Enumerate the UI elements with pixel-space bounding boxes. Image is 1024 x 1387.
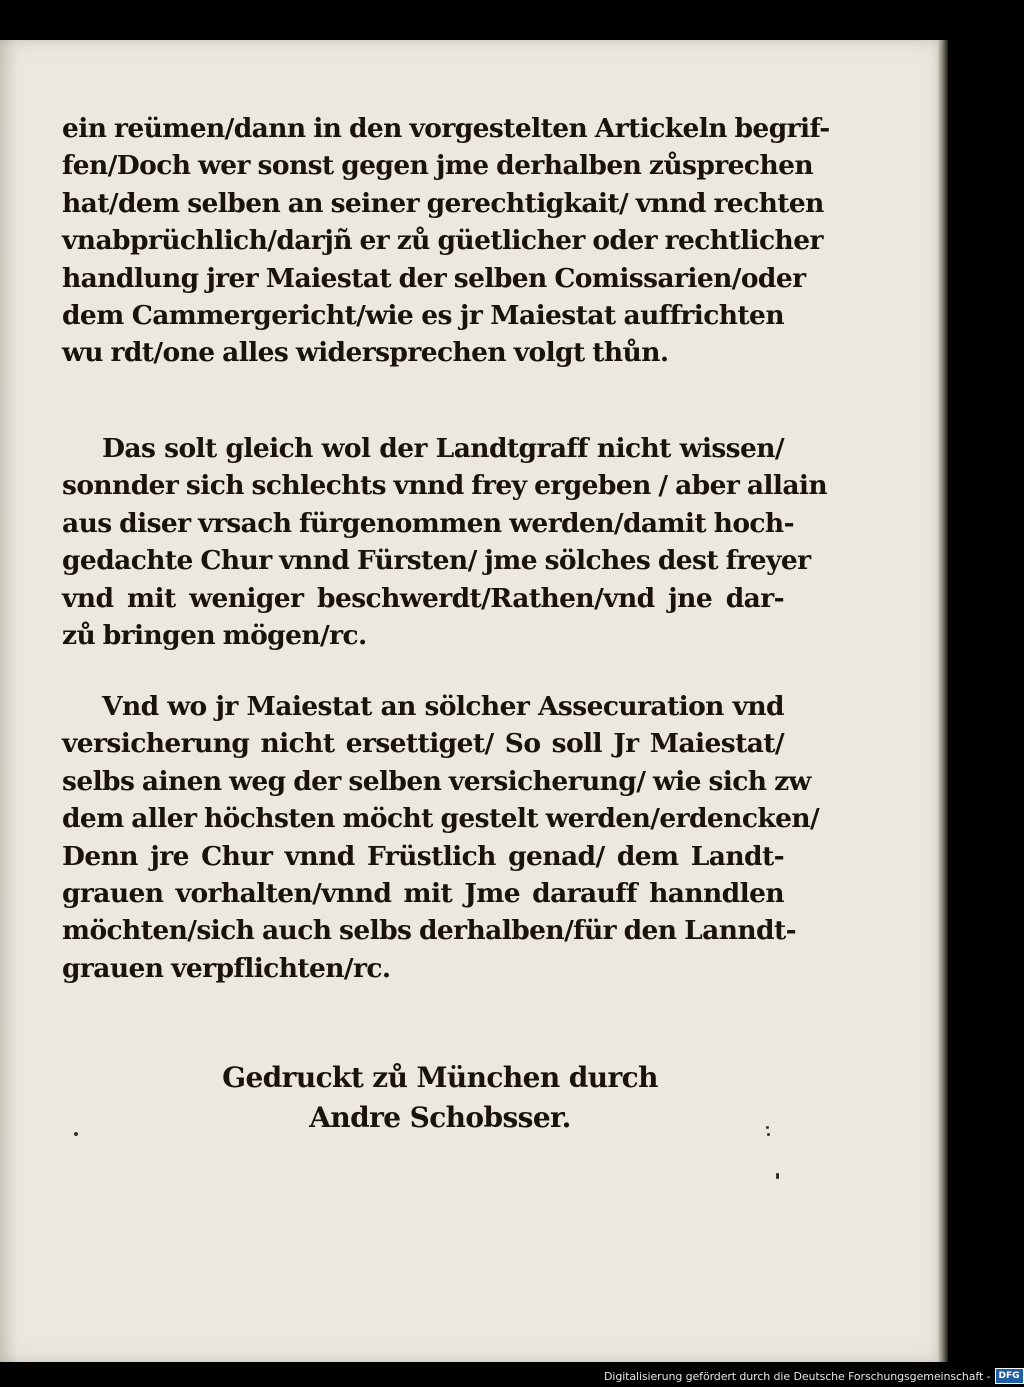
printer-line: Gedruckt zů München durch — [222, 1061, 658, 1094]
ink-speck — [767, 1133, 770, 1136]
ink-speck — [766, 1126, 769, 1129]
text-line: vnd mit weniger beschwerdt/Rathen/vnd jne dar- — [62, 582, 784, 614]
text-line: grauen verpflichten/rc. — [62, 952, 391, 984]
colophon — [160, 1058, 720, 1138]
paragraph-1 — [62, 110, 830, 372]
dfg-logo: DFG — [995, 1368, 1024, 1384]
text-line: zů bringen mögen/rc. — [62, 619, 367, 651]
footer-credit — [604, 1367, 1024, 1385]
text-line: handlung jrer Maiestat der selben Comissarien/oder — [62, 262, 806, 294]
printer-name: Andre Schobsser. — [309, 1101, 571, 1134]
paragraph-3 — [62, 688, 820, 987]
text-line: Das solt gleich wol der Landtgraff nicht wissen/ — [102, 433, 784, 464]
text-line: aus diser vrsach fürgenommen werden/damit hoch- — [62, 507, 795, 539]
text-line: selbs ainen weg der selben versicherung/ wie sich zw — [62, 765, 811, 797]
text-line: versicherung nicht ersettiget/ So soll Jr Maiestat/ — [62, 728, 784, 760]
text-line: vnabprüchlich/darjñ er zů güetlicher oder rechtlicher — [62, 225, 823, 257]
text-line: grauen vorhalten/vnnd mit Jme darauff hanndlen — [62, 877, 784, 909]
text-line: ein reümen/dann in den vorgestelten Artickeln begrif- — [62, 113, 830, 144]
text-line: gedachte Chur vnnd Fürsten/ jme sölches dest freyer — [62, 545, 811, 577]
text-line: Denn jre Chur vnnd Früstlich genad/ dem Landt- — [62, 840, 784, 872]
ink-speck — [776, 1173, 779, 1179]
page-edge — [938, 40, 948, 1362]
funding-credit-text: Digitalisierung gefördert durch die Deutsche Forschungsgemeinschaft - — [604, 1369, 991, 1383]
text-line: Vnd wo jr Maiestat an sölcher Assecuration vnd — [102, 691, 784, 722]
ink-speck — [74, 1132, 78, 1136]
text-line: wu rdt/one alles widersprechen volgt thůn. — [62, 337, 669, 369]
text-line: fen/Doch wer sonst gegen jme derhalben zůsprechen — [62, 150, 814, 182]
text-line: möchten/sich auch selbs derhalben/für den Lanndt- — [62, 915, 796, 947]
text-line: dem aller höchsten möcht gestelt werden/erdencken/ — [62, 803, 820, 835]
text-line: hat/dem selben an seiner gerechtigkait/ vnnd rechten — [62, 187, 824, 219]
gutter-shadow — [0, 40, 18, 1362]
text-line: dem Cammergericht/wie es jr Maiestat auffrichten — [62, 299, 784, 331]
text-line: sonnder sich schlechts vnnd frey ergeben / aber allain — [62, 470, 828, 502]
paragraph-2 — [62, 430, 828, 654]
